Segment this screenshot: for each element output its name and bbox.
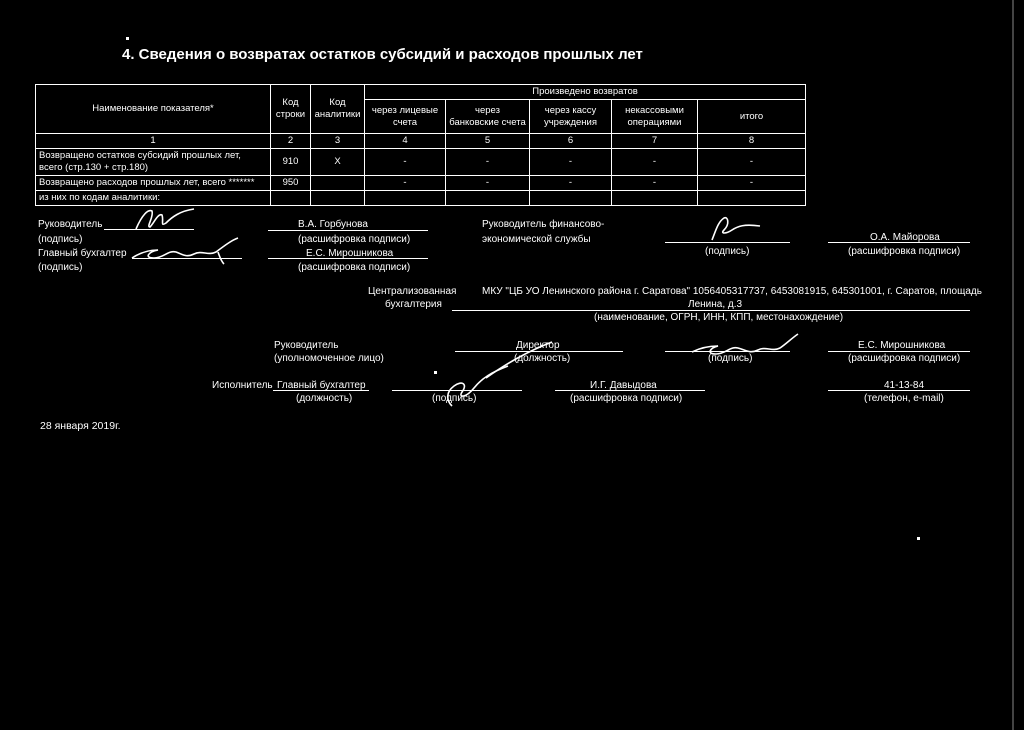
header-cash-desk: через кассу учреждения [530, 100, 612, 134]
central-head-label: Руководитель [274, 340, 339, 351]
chief-acc-sign-caption: (подпись) [38, 262, 83, 273]
chief-acc-name-line [268, 258, 428, 259]
row-analytic: X [311, 149, 365, 176]
central-position: Директор [516, 340, 560, 351]
central-head-caption: (уполномоченное лицо) [274, 353, 384, 364]
central-label-2: бухгалтерия [385, 299, 442, 310]
executor-decode-caption: (расшифровка подписи) [570, 393, 683, 404]
central-label-1: Централизованная [368, 286, 457, 297]
fin-head-name: О.А. Майорова [870, 232, 940, 243]
executor-sign-caption: (подпись) [432, 393, 477, 404]
row-name: из них по кодам аналитики: [36, 191, 271, 206]
fin-head-sign-caption: (подпись) [705, 246, 750, 257]
row-value: - [698, 176, 806, 191]
head-label: Руководитель [38, 219, 103, 230]
row-value: - [612, 176, 698, 191]
row-value: - [612, 149, 698, 176]
row-name: Возвращено остатков субсидий прошлых лет, всего (стр.130 + стр.180) [36, 149, 271, 176]
col-number: 1 [36, 134, 271, 149]
head-name-line [268, 230, 428, 231]
row-value: - [446, 149, 530, 176]
executor-phone-caption: (телефон, e-mail) [864, 393, 944, 404]
executor-position-line [273, 390, 369, 391]
fin-head-label-2: экономической службы [482, 234, 591, 245]
header-total: итого [698, 100, 806, 134]
executor-name: И.Г. Давыдова [590, 380, 657, 391]
row-value: - [365, 149, 446, 176]
central-sign-caption: (подпись) [708, 353, 753, 364]
col-number: 6 [530, 134, 612, 149]
fin-head-decode-caption: (расшифровка подписи) [848, 246, 961, 257]
col-number: 3 [311, 134, 365, 149]
row-value [612, 191, 698, 206]
row-analytic [311, 191, 365, 206]
head-sign-caption: (подпись) [38, 234, 83, 245]
central-decode-caption: (расшифровка подписи) [848, 353, 961, 364]
row-value: - [530, 149, 612, 176]
column-numbers-row [36, 134, 806, 149]
chief-acc-name: Е.С. Мирошникова [306, 248, 394, 259]
table-row [36, 149, 806, 176]
row-code: 910 [271, 149, 311, 176]
row-value: - [446, 176, 530, 191]
head-name: В.А. Горбунова [298, 219, 368, 230]
report-date: 28 января 2019г. [40, 420, 121, 432]
scan-edge-line [1012, 0, 1014, 730]
executor-phone-line [828, 390, 970, 391]
col-number: 8 [698, 134, 806, 149]
table-row [36, 191, 806, 206]
section-title: 4. Сведения о возвратах остатков субсидий и расходов прошлых лет [122, 46, 643, 63]
header-returns-group: Произведено возвратов [365, 85, 806, 100]
row-value [530, 191, 612, 206]
head-signature-icon [128, 205, 208, 233]
head-decode-caption: (расшифровка подписи) [298, 234, 411, 245]
row-value: - [365, 176, 446, 191]
header-analytic-code: Код аналитики [311, 85, 365, 134]
row-value [446, 191, 530, 206]
header-line-code: Код строки [271, 85, 311, 134]
chief-acc-signature-icon [128, 236, 243, 266]
speck-icon [434, 371, 437, 374]
returns-table [35, 84, 806, 206]
speck-icon [126, 37, 129, 40]
speck-icon [917, 537, 920, 540]
central-org-line-2: Ленина, д.3 [688, 299, 743, 310]
row-code: 950 [271, 176, 311, 191]
fin-head-label-1: Руководитель финансово- [482, 219, 605, 230]
header-personal-accounts: через лицевые счета [365, 100, 446, 134]
row-value [698, 191, 806, 206]
row-value: - [530, 176, 612, 191]
fin-head-sign-line [665, 242, 790, 243]
fin-head-signature-icon [700, 212, 770, 242]
header-non-cash: некассовыми операциями [612, 100, 698, 134]
table-row [36, 176, 806, 191]
chief-acc-label: Главный бухгалтер [38, 248, 127, 259]
central-org-line-1: МКУ "ЦБ УО Ленинского района г. Саратова" 1056405317737, 6453081915, 645301001, г. Саратов, площадь [482, 286, 982, 297]
executor-name-line [555, 390, 705, 391]
central-org-line [452, 310, 970, 311]
col-number: 5 [446, 134, 530, 149]
header-bank-accounts: через банковские счета [446, 100, 530, 134]
central-head-name: Е.С. Мирошникова [858, 340, 946, 351]
position-stroke-icon [476, 340, 556, 380]
executor-label: Исполнитель [212, 380, 273, 391]
executor-position-caption: (должность) [296, 393, 353, 404]
executor-phone: 41-13-84 [884, 380, 925, 391]
row-code [271, 191, 311, 206]
fin-head-name-line [828, 242, 970, 243]
central-org-caption: (наименование, ОГРН, ИНН, КПП, местонахождение) [594, 312, 844, 323]
central-head-signature-icon [688, 332, 803, 360]
header-name: Наименование показателя* [36, 85, 271, 134]
central-position-caption: (должность) [514, 353, 571, 364]
col-number: 4 [365, 134, 446, 149]
col-number: 2 [271, 134, 311, 149]
executor-position: Главный бухгалтер [277, 380, 366, 391]
row-value [365, 191, 446, 206]
chief-acc-decode-caption: (расшифровка подписи) [298, 262, 411, 273]
row-analytic [311, 176, 365, 191]
row-value: - [698, 149, 806, 176]
row-name: Возвращено расходов прошлых лет, всего ******* [36, 176, 271, 191]
col-number: 7 [612, 134, 698, 149]
central-name-line [828, 351, 970, 352]
